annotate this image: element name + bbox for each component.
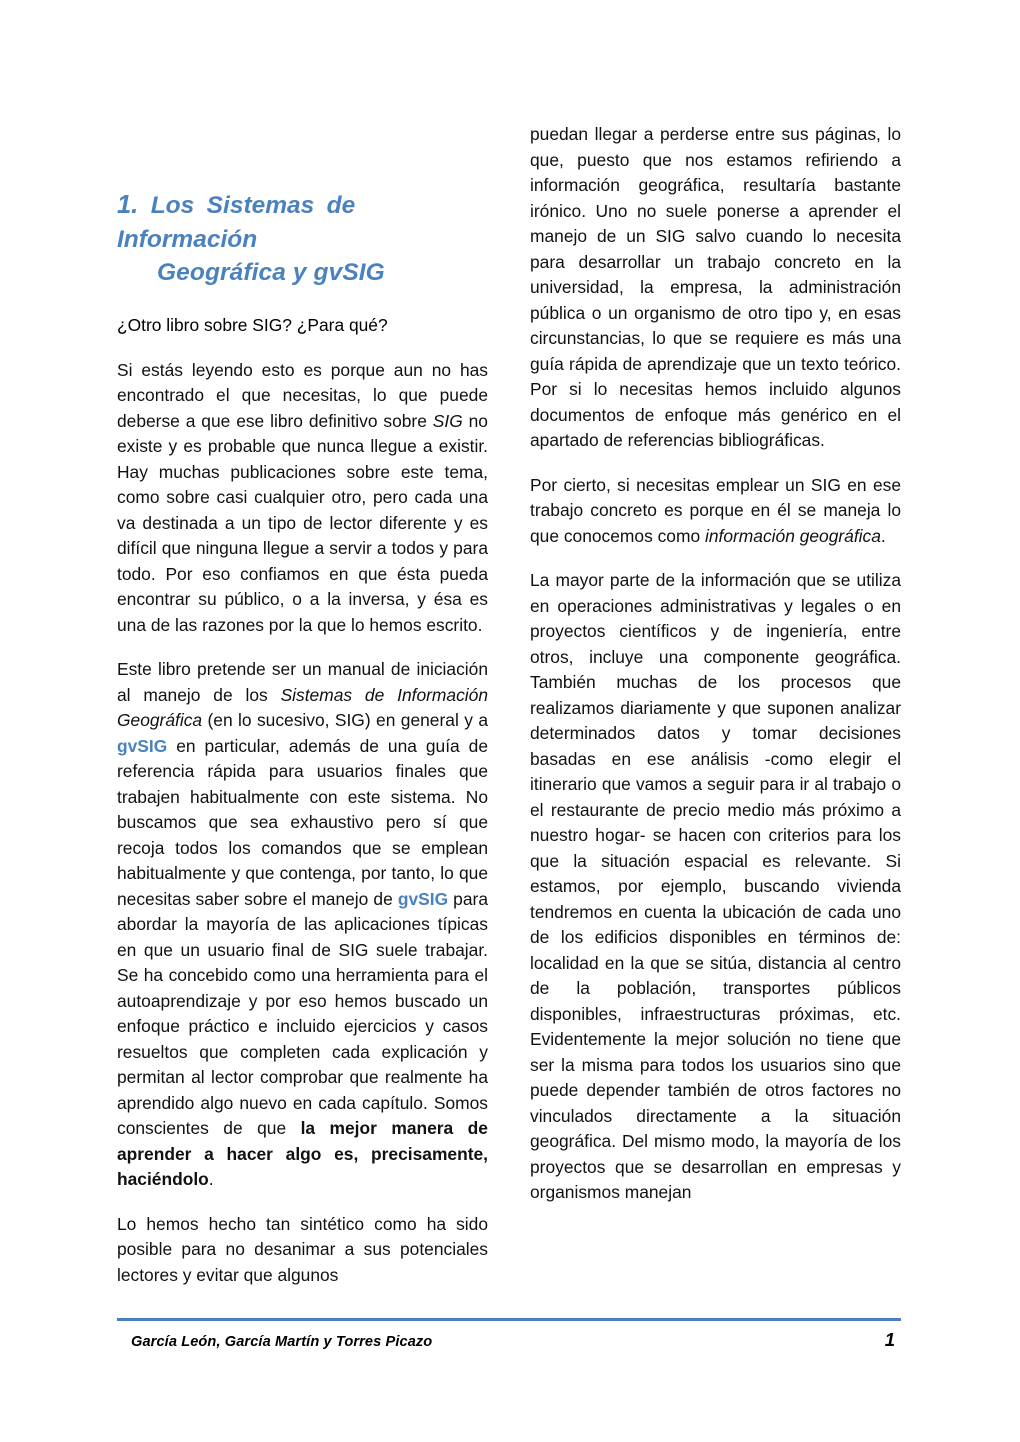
chapter-title [117, 188, 488, 289]
footer-authors: García León, García Martín y Torres Picazo [131, 1334, 433, 1350]
italic-run-sig-full: Sistemas de Información Geográfica [117, 684, 488, 731]
chapter-title-line-2: Geográfica y gvSIG [157, 258, 385, 286]
brand-gvsig-2: gvSIG [397, 888, 449, 909]
chapter-title-line-1 [117, 188, 488, 256]
right-paragraph-1: puedan llegar a perderse entre sus páginas, lo que, puesto que nos estamos refiriendo a información geográfica, resultaría bastante irónico. Uno no suele ponerse a aprender el manejo de un SIG salvo cuando lo necesita para desarrollar un trabajo concreto en la universidad, la empresa, la administración pública o un organismo de otro tipo y, en esas circunstancias, lo que se requiere es más una guía rápida de aprendizaje que un texto teórico. Por si lo necesitas hemos incluido algunos documentos de enfoque más genérico en el apartado de referencias bibliográficas. [530, 124, 901, 450]
footer-row [117, 1329, 901, 1351]
bold-run-emphasis: la mejor manera de aprender a hacer algo es, precisamente, haciéndolo [117, 1118, 488, 1190]
left-paragraph-2 [117, 657, 488, 1193]
text-run: Por cierto, si necesitas emplear un SIG en ese trabajo concreto es porque en él se maneja lo que conocemos como [530, 474, 901, 546]
left-column [117, 122, 488, 1288]
text-run: . [208, 1169, 214, 1190]
subtitle-question: ¿Otro libro sobre SIG? ¿Para qué? [117, 315, 388, 336]
footer-divider-rule [117, 1318, 901, 1321]
left-paragraph-1 [117, 358, 488, 639]
chapter-title-text-1: Los Sistemas de Información [117, 192, 356, 253]
italic-run-sig: SIG [432, 410, 463, 431]
right-paragraph-3: La mayor parte de la información que se utiliza en operaciones administrativas y legales o en proyectos científicos y de ingeniería, entre otros, incluye una componente geográfica. También muchas de los procesos que realizamos diariamente y que suponen analizar determinados datos y tomar decisiones basadas en ese análisis -como elegir el itinerario que vamos a seguir para ir al trabajo o el restaurante de precio medio más próximo a nuestro hogar- se hacen con criterios para los que la situación espacial es relevante. Si estamos, por ejemplo, buscando vivienda tendremos en cuenta la ubicación de cada uno de los edificios disponibles en términos de: localidad en la que se sitúa, distancia al centro de la población, transportes públicos disponibles, infraestructuras próximas, etc. Evidentemente la mejor solución no tiene que ser la misma para todos los usuarios sino que puede depender también de otros factores no vinculados directamente a la situación geográfica. Del mismo modo, la mayoría de los proyectos que se desarrollan en empresas y organismos manejan [530, 570, 901, 1202]
chapter-number: 1. [117, 191, 139, 219]
right-column [530, 122, 901, 1206]
footer-page-number: 1 [884, 1329, 895, 1350]
text-run: para abordar la mayoría de las aplicaciones típicas en que un usuario final de SIG suele trabajar. Se ha concebido como una herramienta para el autoaprendizaje y por eso hemos buscado un enfoque práctico e incluido ejercicios y casos resueltos que completen cada explicación y permitan al lector comprobar que realmente ha aprendido algo nuevo en cada capítulo. Somos conscientes de que [117, 888, 488, 1139]
text-run: (en lo sucesivo, SIG) en general y a [202, 710, 488, 731]
text-run: Si estás leyendo esto es porque aun no has encontrado el que necesitas, lo que puede deberse a que ese libro definitivo sobre [117, 359, 488, 431]
brand-gvsig-1: gvSIG [117, 735, 168, 756]
two-column-layout [117, 122, 901, 1302]
text-run: no existe y es probable que nunca llegue a existir. Hay muchas publicaciones sobre este tema, como sobre casi cualquier otro, pero cada una va destinada a un tipo de lector diferente y es difícil que ninguna llegue a servir a todos y para todo. Por eso confiamos en que ésta pueda encontrar su público, o a la inversa, y ésa es una de las razones por la que lo hemos escrito. [117, 410, 488, 635]
right-paragraph-2 [530, 473, 901, 550]
text-run: en particular, además de una guía de referencia rápida para usuarios finales que trabajen habitualmente con este sistema. No buscamos que sea exhaustivo pero sí que recoja todos los comandos que se emplean habitualmente y que contenga, por tanto, lo que necesitas saber sobre el manejo de [117, 735, 488, 909]
left-paragraph-3: Lo hemos hecho tan sintético como ha sido posible para no desanimar a sus potenciales lectores y evitar que algunos [117, 1213, 488, 1285]
page-footer [117, 1318, 901, 1351]
text-run: Este libro pretende ser un manual de iniciación al manejo de los [117, 659, 488, 705]
text-run: . [880, 525, 886, 546]
italic-run-informacion-geografica: información geográfica [704, 525, 881, 546]
